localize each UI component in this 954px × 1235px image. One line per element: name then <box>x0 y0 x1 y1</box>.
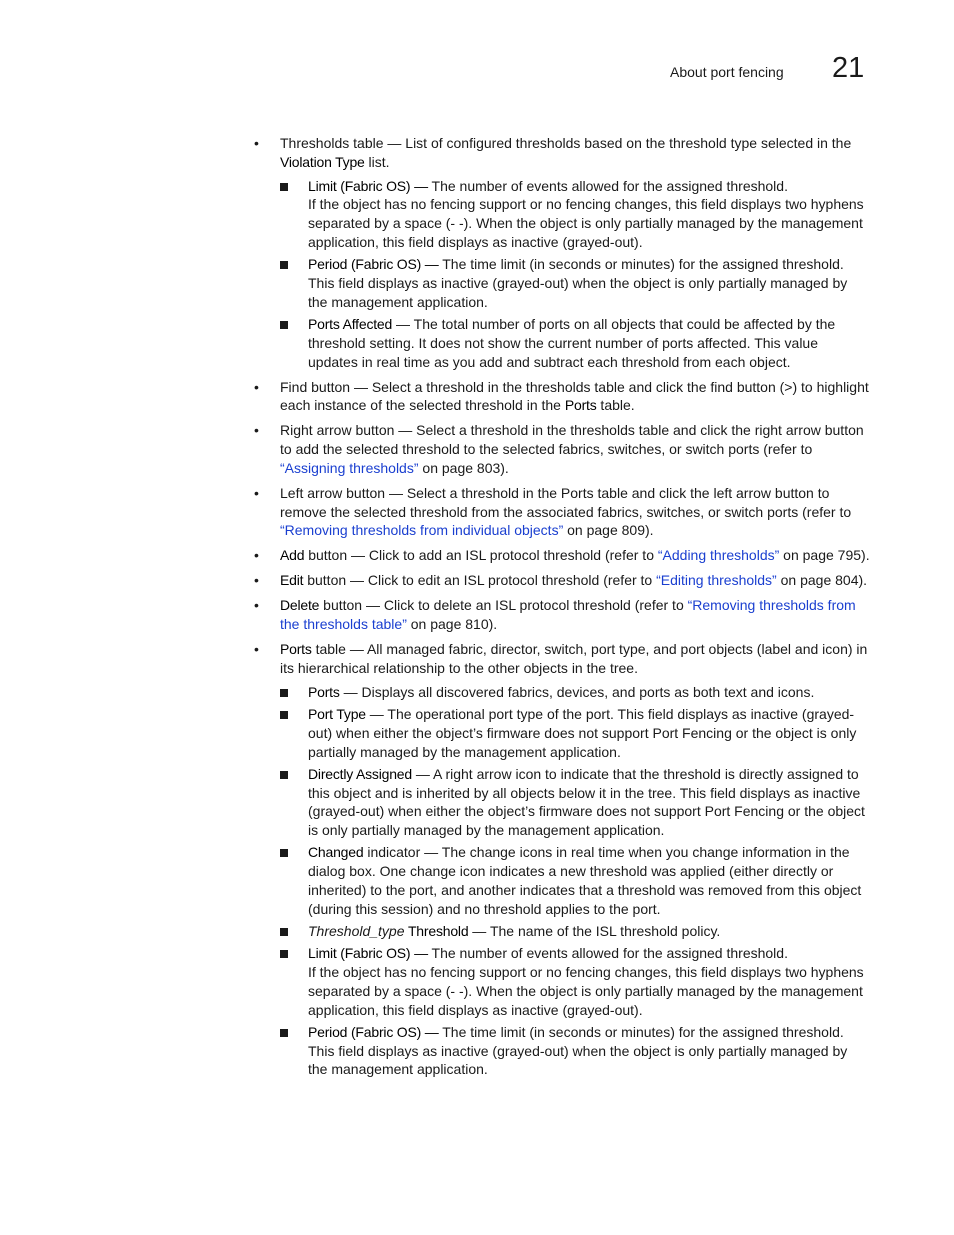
square-bullet-icon <box>280 183 288 191</box>
bullet-icon: • <box>254 547 259 564</box>
item-text: button — Click to edit an ISL protocol threshold (refer to <box>303 572 657 589</box>
square-bullet-icon <box>280 928 288 936</box>
square-bullet-icon <box>280 950 288 958</box>
item-text: Right arrow button — Select a threshold in the thresholds table and click the right arrow button to add the selected threshold to the selected fabrics, switches, or switch ports (refer to <box>280 422 864 458</box>
item-text: on page 795). <box>779 547 870 564</box>
item-text: Find button — Select a threshold in the thresholds table and click the find button (>) to highlight each instance of the selected threshold in the <box>280 378 869 414</box>
item-text: The time limit (in seconds or minutes) for the assigned threshold. This field displays as inactive (grayed-out) when the object is only partially managed by the management application. <box>308 256 848 310</box>
sub-list-item <box>254 315 870 371</box>
square-bullet-icon <box>280 1029 288 1037</box>
item-text: on page 809). <box>563 522 654 539</box>
ui-label: Add <box>280 547 305 564</box>
bullet-icon: • <box>254 422 259 439</box>
item-text: If the object has no fencing support or no fencing changes, this field displays two hyphens separated by a space (- -). When the object is only partially managed by the management application, this field displays as inactive (grayed-out). <box>308 196 864 250</box>
square-bullet-icon <box>280 261 288 269</box>
ui-label: Violation Type <box>280 153 365 170</box>
list-item <box>254 596 870 634</box>
item-text: on page 803). <box>418 459 509 476</box>
list-item-text <box>280 484 870 540</box>
cross-reference-link[interactable]: “Assigning thresholds” <box>280 459 419 476</box>
ui-label: Directly Assigned <box>308 765 412 782</box>
list-item <box>254 378 870 416</box>
ui-label: Delete <box>280 597 320 614</box>
ui-label: Period (Fabric OS) — <box>308 256 439 273</box>
item-text: list. <box>364 153 390 170</box>
ui-label: Limit (Fabric OS) — <box>308 177 428 194</box>
ui-label: Ports <box>564 397 597 414</box>
sub-list-item <box>254 944 870 1019</box>
list-item-text <box>280 134 870 172</box>
ui-label: Threshold <box>404 922 469 939</box>
ui-label: Period (Fabric OS) — <box>308 1023 439 1040</box>
item-text: — Displays all discovered fabrics, devices, and ports as both text and icons. <box>339 683 815 700</box>
bullet-icon: • <box>254 641 259 658</box>
square-bullet-icon <box>280 849 288 857</box>
sub-list-item <box>254 683 870 702</box>
sub-list <box>280 683 870 1079</box>
square-bullet-icon <box>280 771 288 779</box>
item-text: If the object has no fencing support or no fencing changes, this field displays two hyphens separated by a space (- -). When the object is only partially managed by the management application, this field displays as inactive (grayed-out). <box>308 963 864 1018</box>
bullet-icon: • <box>254 597 259 614</box>
bullet-list <box>254 134 870 1085</box>
item-text: Left arrow button — Select a threshold in the Ports table and click the left arrow button to remove the selected threshold from the associated fabrics, switches, or switch ports (refer to <box>280 484 852 520</box>
list-item-text <box>280 596 870 634</box>
list-item-text <box>280 546 870 565</box>
item-text: The time limit (in seconds or minutes) for the assigned threshold. This field displays as inactive (grayed-out) when the object is only partially managed by the management application. <box>308 1023 848 1078</box>
list-item <box>254 571 870 590</box>
item-text: — A right arrow icon to indicate that the threshold is directly assigned to this object and is inherited by all objects below it in the tree. This field displays as inactive (grayed-out) when either the object’s firmware does not support Port Fencing or the object is only partially managed by the management application. <box>308 765 865 839</box>
sub-list-item <box>254 177 870 252</box>
ui-label: Changed <box>308 844 364 861</box>
bullet-icon: • <box>254 135 259 151</box>
sub-list-item <box>254 765 870 840</box>
cross-reference-link[interactable]: “Editing thresholds” <box>656 572 777 589</box>
item-text: — The operational port type of the port. This field displays as inactive (grayed-out) when either the object’s firmware does not support Port Fencing or the object is only partially managed by the management application. <box>308 706 857 760</box>
list-item <box>254 134 870 371</box>
square-bullet-icon <box>280 689 288 697</box>
square-bullet-icon <box>280 711 288 719</box>
variable-name: Threshold_type <box>308 922 405 939</box>
item-text: The number of events allowed for the assigned threshold. <box>427 945 788 962</box>
list-item-text <box>280 378 870 416</box>
list-item-text <box>280 640 870 678</box>
sub-list-item <box>254 705 870 761</box>
cross-reference-link[interactable]: “Removing thresholds from individual objects” <box>280 522 564 539</box>
list-item-text <box>280 571 870 590</box>
cross-reference-link[interactable]: “Adding thresholds” <box>657 547 780 564</box>
bullet-icon: • <box>254 484 259 501</box>
sub-list-item <box>254 922 870 941</box>
sub-list-item <box>254 255 870 311</box>
item-text: — The name of the ISL threshold policy. <box>468 922 721 939</box>
item-text: on page 804). <box>776 572 868 589</box>
cross-reference-link[interactable]: “Removing thresholds from the thresholds table” <box>280 597 856 633</box>
item-text: — The total number of ports on all objects that could be affected by the threshold setting. It does not show the current number of ports affected. This value updates in real time as you add and subtract each threshold from each object. <box>308 315 836 370</box>
item-text: table. <box>596 397 635 414</box>
list-item <box>254 640 870 1079</box>
ui-label: Ports Affected <box>308 315 393 332</box>
item-text: The number of events allowed for the assigned threshold. <box>427 177 788 194</box>
item-text: table — All managed fabric, director, switch, port type, and port objects (label and icon) in its hierarchical relationship to the other objects in the tree. <box>280 641 868 677</box>
item-text: button — Click to delete an ISL protocol threshold (refer to <box>319 597 688 614</box>
ui-label: Ports <box>308 683 340 700</box>
ui-label: Ports <box>280 641 312 658</box>
bullet-icon: • <box>254 378 259 395</box>
ui-label: Port Type <box>308 706 366 722</box>
item-text: button — Click to add an ISL protocol threshold (refer to <box>304 547 658 564</box>
item-text: Thresholds table — List of configured thresholds based on the threshold type selected in the <box>280 135 852 151</box>
item-text: indicator — The change icons in real time when you change information in the dialog box. One change icon indicates a new threshold was applied (either directly or inherited) to the port, and another indicates that a threshold was removed from this object (during this session) and no threshold applies to the port. <box>308 844 862 917</box>
square-bullet-icon <box>280 321 288 329</box>
ui-label: Edit <box>280 572 304 589</box>
bullet-icon: • <box>254 572 259 589</box>
sub-list-item <box>254 1023 870 1079</box>
list-item <box>254 546 870 565</box>
list-item <box>254 421 870 477</box>
list-item <box>254 484 870 540</box>
list-item-text <box>280 421 870 477</box>
ui-label: Limit (Fabric OS) — <box>308 945 428 962</box>
chapter-number: 21 <box>832 52 865 84</box>
item-text: on page 810). <box>406 616 498 633</box>
sub-list-item <box>254 843 870 918</box>
running-header-section: About port fencing <box>670 64 784 80</box>
sub-list <box>280 177 870 372</box>
